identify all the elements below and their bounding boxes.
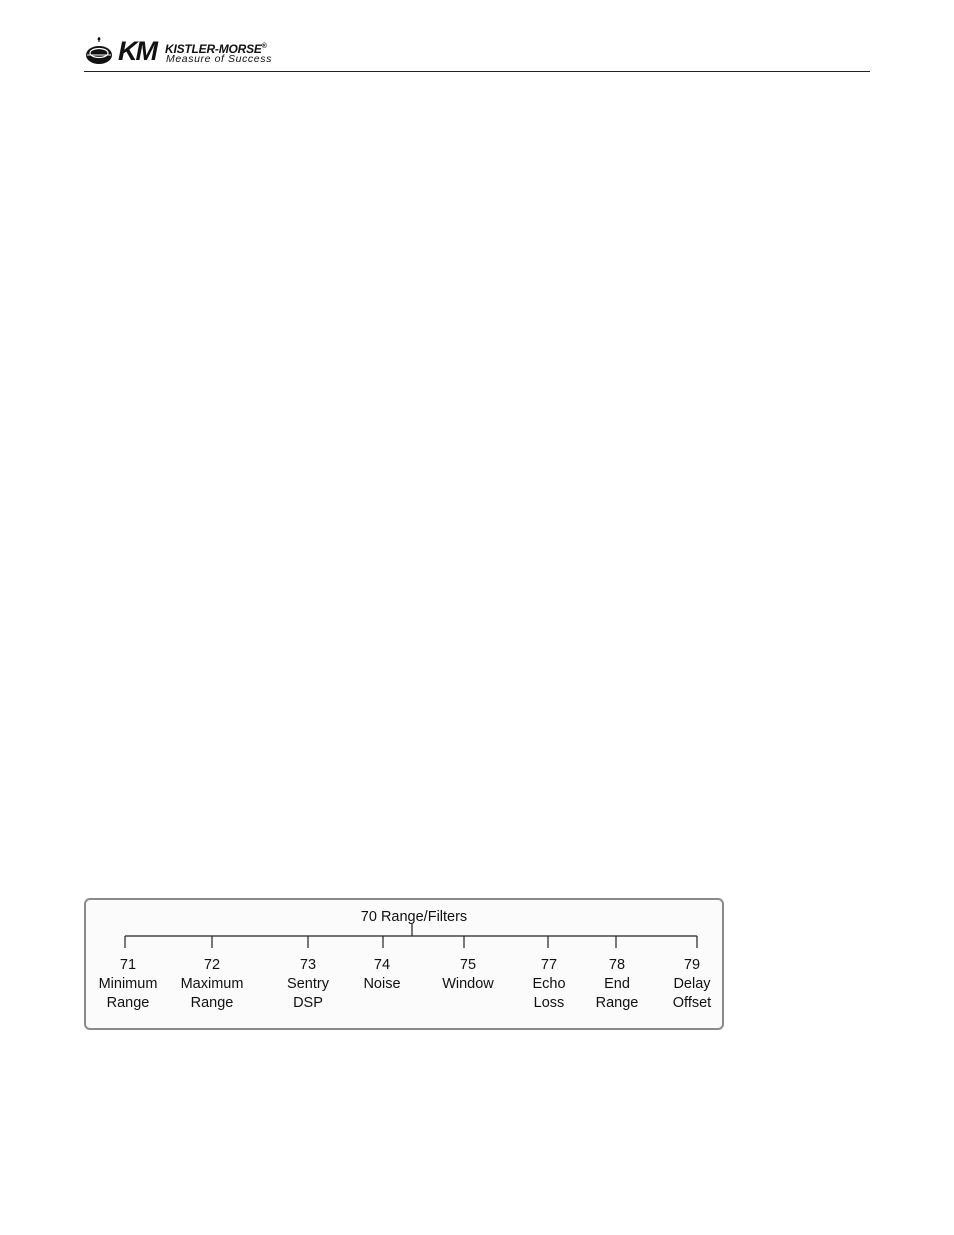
- menu-tree-diagram: [84, 898, 724, 1030]
- menu-item-number: 79: [683, 957, 701, 973]
- menu-item-number: 73: [299, 957, 317, 973]
- logo-tagline: Measure of Success: [166, 53, 272, 65]
- menu-item-label-line2: Offset: [672, 995, 712, 1011]
- menu-item-window: [423, 956, 513, 994]
- header-divider: [84, 71, 870, 72]
- menu-item-label-line1: Noise: [363, 976, 401, 992]
- menu-item-minimum-range: [83, 956, 173, 1013]
- menu-item-number: 74: [373, 957, 391, 973]
- menu-item-label-line2: Range: [106, 995, 150, 1011]
- menu-item-label-line1: Sentry: [287, 976, 329, 992]
- menu-item-number: 71: [119, 957, 137, 973]
- menu-item-label-line2: DSP: [293, 995, 323, 1011]
- menu-item-label-line2: Loss: [533, 995, 565, 1011]
- registered-mark: ®: [261, 43, 267, 50]
- menu-item-label-line1: End: [604, 976, 630, 992]
- menu-item-number: 78: [608, 957, 626, 973]
- kistler-morse-logo-icon: [84, 36, 114, 66]
- menu-item-delay-offset: [647, 956, 737, 1013]
- menu-item-maximum-range: [167, 956, 257, 1013]
- menu-item-label-line2: Range: [190, 995, 234, 1011]
- menu-item-label-line1: Window: [442, 976, 494, 992]
- menu-item-number: 77: [540, 957, 558, 973]
- menu-title-range-filters: 70 Range/Filters: [360, 909, 468, 925]
- menu-item-label-line1: Minimum: [98, 976, 158, 992]
- menu-item-number: 72: [203, 957, 221, 973]
- menu-item-label-line1: Maximum: [180, 976, 244, 992]
- page-header: [84, 34, 870, 72]
- logo-initials: KM: [118, 36, 156, 66]
- menu-item-label-line1: Delay: [673, 976, 711, 992]
- brand-name-text: KISTLER-MORSE: [165, 42, 262, 56]
- menu-item-label-line1: Echo: [532, 976, 566, 992]
- menu-item-number: 75: [459, 957, 477, 973]
- menu-item-noise: [337, 956, 427, 994]
- menu-item-label-line2: Range: [595, 995, 639, 1011]
